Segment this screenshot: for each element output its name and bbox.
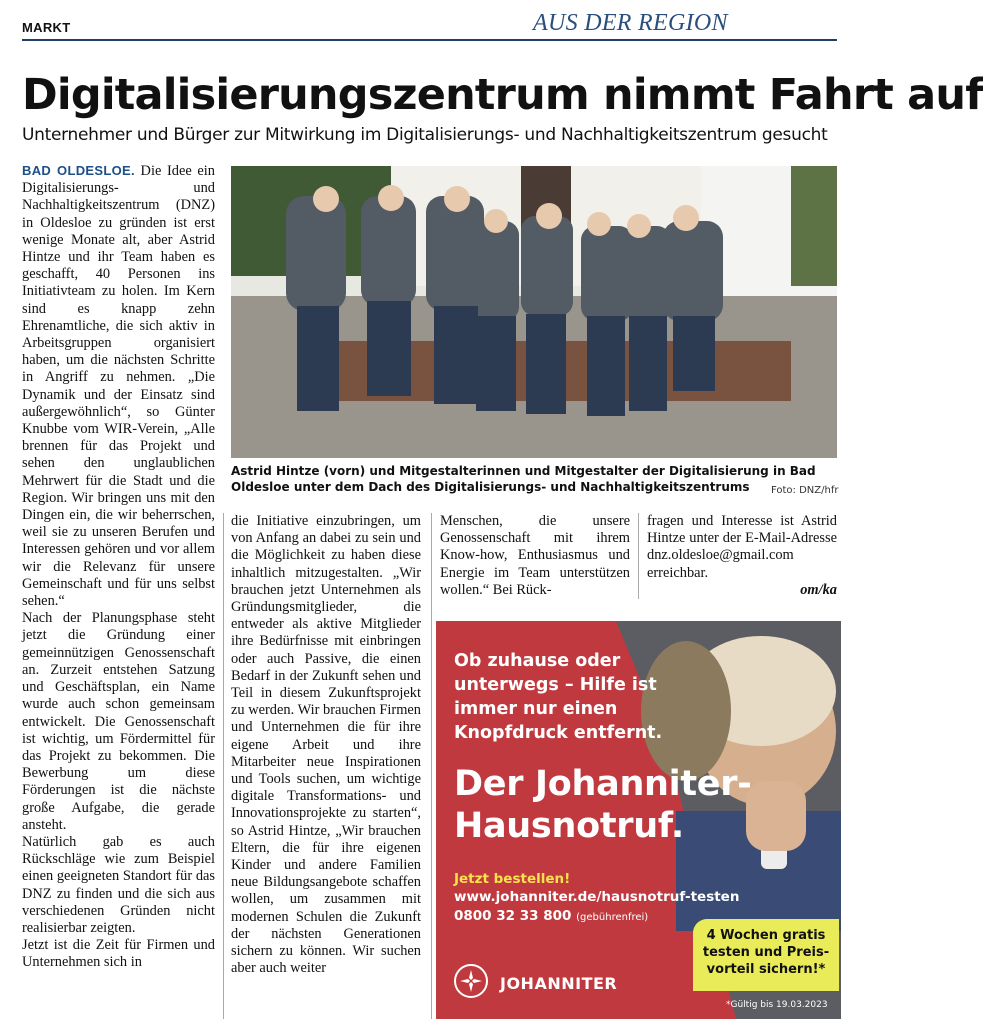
author-signature: om/ka xyxy=(800,581,837,598)
region-section-title: AUS DER REGION xyxy=(533,10,728,36)
article-headline: Digitalisierungszentrum nimmt Fahrt auf xyxy=(22,70,983,120)
ad-title-line: Der Johanniter- xyxy=(454,764,752,804)
article-column-1 xyxy=(22,163,215,972)
group-photo-illustration xyxy=(231,166,837,458)
badge-line: vorteil sichern!* xyxy=(706,962,826,977)
ad-url-link[interactable]: www.johanniter.de/hausnotruf-testen xyxy=(454,889,740,905)
ad-title xyxy=(454,763,751,847)
badge-line: testen und Preis- xyxy=(702,945,830,960)
column-divider xyxy=(223,513,224,1019)
article-paragraph: Nach der Planungsphase steht jetzt die Gründung einer gemeinnützigen Genossenschaft an. Zurzeit entstehen Satzung und Geschäftsplan, ein Name wurde auch schon gemeinsam entwickelt. Die Genossenschaft ist wichtig, um Fördermittel für das Projekt zu bekommen. Die Bewerbung um diese Förderungen ist die nächste große Aufgabe, die gerade ansteht. xyxy=(22,610,215,833)
column-divider xyxy=(638,513,639,599)
ad-brand-name: JOHANNITER xyxy=(500,974,618,993)
ad-phone-note: (gebührenfrei) xyxy=(576,912,649,923)
header-rule xyxy=(22,39,837,41)
article-paragraph xyxy=(22,163,215,610)
article-text: Die Idee ein Digitalisierungs- und Nachhaltigkeitszentrum (DNZ) in Oldesloe zu gründen ist erst wenige Monate alt, aber Astrid Hintze und ihr Team haben es geschafft, 40 Personen ins Initiativteam zu holen. Im Kern sind es knapp zehn Ehrenamtliche, die sich aktiv in Arbeitsgruppen organisiert haben, um die nächsten Schritte in Angriff zu nehmen. „Die Dynamik und der Einsatz sind außergewöhnlich“, so Günter Knubbe vom WIR-Verein, „Alle brennen für das Projekt und sehen den unglaublichen Mehrwert für die Stadt und die Region. Wir bringen uns mit den Dingen ein, die wir beherrschen, weil sie zu unseren Berufen und Interessen gehören und vor allem wir die Relevanz für unsere Gemeinschaft und für uns selbst sehen.“ xyxy=(22,163,215,610)
ad-validity-note: *Gültig bis 19.03.2023 xyxy=(726,1000,828,1010)
section-label: MARKT xyxy=(22,20,71,35)
photo-caption: Astrid Hintze (vorn) und Mitgestalterinnen und Mitgestalter der Digitalisierung in Bad Oldesloe unter dem Dach des Digitalisierungs- und Nachhaltigkeitszentrums xyxy=(231,464,816,494)
ad-cta[interactable]: Jetzt bestellen! xyxy=(454,871,571,887)
article-paragraph: Natürlich gab es auch Rückschläge wie zum Beispiel einen geeigneten Standort für das DNZ zu finden und die sich aus verschiedenen Gründen nicht realisierbar zeigten. xyxy=(22,833,215,936)
badge-line: 4 Wochen gratis xyxy=(706,928,826,943)
johanniter-cross-icon xyxy=(456,966,486,996)
ad-title-line: Hausnotruf. xyxy=(454,806,684,846)
ad-phone[interactable] xyxy=(454,908,648,924)
group-photo xyxy=(231,166,837,458)
article-paragraph: die Initiative einzubringen, um von Anfang an dabei zu sein und die Möglichkeit zu haben diese inhaltlich mitzugestalten. „Wir brauchen jetzt Unternehmen als Gründungsmitglieder, die entweder als aktive Mitglieder ihre Bedürfnisse mit einbringen oder auch Passive, die einen Bedarf in der Zukunft sehen und Teil in diesem Zukunftsprojekt zu werden. Wir brauchen Firmen und Unternehmen die für ihre eigene Arbeit und ihre Mitarbeiter neue Inspirationen und Tools suchen, um wichtige digitale Transformations- und Innovationsprojekte zu starten“, so Astrid Hintze, „Wir brauchen Eltern, die für ihre eigenen Kinder und andere Familien neue Bildungsangebote schaffen wollen, um zusammen mit modernen Schulen die Zukunft der nächsten Generationen sichern zu können. Wir suchen aber auch weiter xyxy=(231,513,421,977)
article-subheadline: Unternehmer und Bürger zur Mitwirkung im Digitalisierungs- und Nachhaltigkeitszentrum gesucht xyxy=(22,125,828,145)
article-paragraph: fragen und Interesse ist Astrid Hintze unter der E-Mail-Adresse dnz.oldesloe@gmail.com erreichbar. xyxy=(647,513,837,581)
photo-credit: Foto: DNZ/hfr xyxy=(771,485,839,496)
article-column-3 xyxy=(440,513,630,599)
dateline: BAD OLDESLOE. xyxy=(22,163,135,178)
johanniter-advertisement[interactable] xyxy=(436,621,841,1019)
article-column-4 xyxy=(647,513,837,599)
ad-phone-number[interactable]: 0800 32 33 800 xyxy=(454,908,572,924)
johanniter-logo-icon xyxy=(454,964,488,998)
article-column-2 xyxy=(231,513,421,977)
ad-offer-badge[interactable] xyxy=(693,919,839,991)
article-paragraph: Jetzt ist die Zeit für Firmen und Unternehmen sich in xyxy=(22,937,215,971)
article-paragraph: Menschen, die unsere Genossenschaft mit ihrem Know-how, Enthusiasmus und Energie im Team unterstützen wollen.“ Bei Rück- xyxy=(440,513,630,598)
column-divider xyxy=(431,513,432,1019)
ad-tagline: Ob zuhause oder unterwegs – Hilfe ist immer nur einen Knopfdruck entfernt. xyxy=(454,651,663,743)
